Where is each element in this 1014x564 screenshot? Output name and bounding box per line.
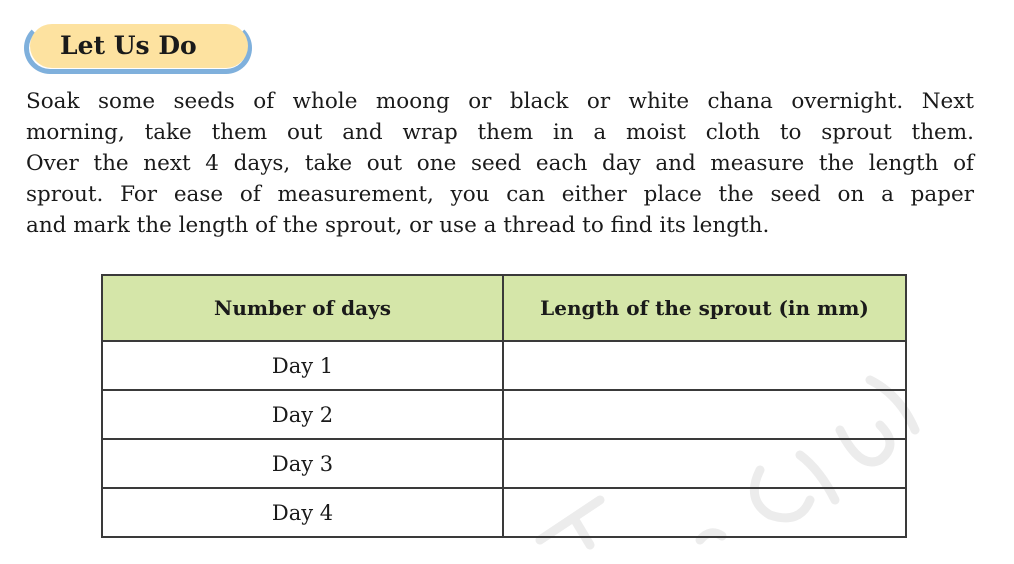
header-sprout-length: Length of the sprout (in mm) <box>503 275 906 341</box>
length-cell[interactable] <box>503 439 906 488</box>
day-cell: Day 1 <box>102 341 503 390</box>
paragraph-line: morning, take them out and wrap them in a moist cloth to sprout them. <box>26 120 974 145</box>
length-cell[interactable] <box>503 341 906 390</box>
section-badge <box>24 22 256 78</box>
table-header-row <box>102 275 906 341</box>
paragraph-line: sprout. For ease of measurement, you can either place the seed on a paper <box>26 182 974 207</box>
table-row <box>102 488 906 537</box>
day-cell: Day 4 <box>102 488 503 537</box>
table-row <box>102 439 906 488</box>
table-row <box>102 341 906 390</box>
paragraph-line: Soak some seeds of whole moong or black or white chana overnight. Next <box>26 89 974 114</box>
instructions-paragraph <box>26 86 974 241</box>
table-row <box>102 390 906 439</box>
header-number-of-days: Number of days <box>102 275 503 341</box>
section-title: Let Us Do <box>30 24 248 68</box>
paragraph-line: Over the next 4 days, take out one seed each day and measure the length of <box>26 151 974 176</box>
sprout-table <box>101 274 907 538</box>
length-cell[interactable] <box>503 390 906 439</box>
paragraph-line: and mark the length of the sprout, or use a thread to find its length. <box>26 213 770 238</box>
length-cell[interactable] <box>503 488 906 537</box>
day-cell: Day 2 <box>102 390 503 439</box>
day-cell: Day 3 <box>102 439 503 488</box>
